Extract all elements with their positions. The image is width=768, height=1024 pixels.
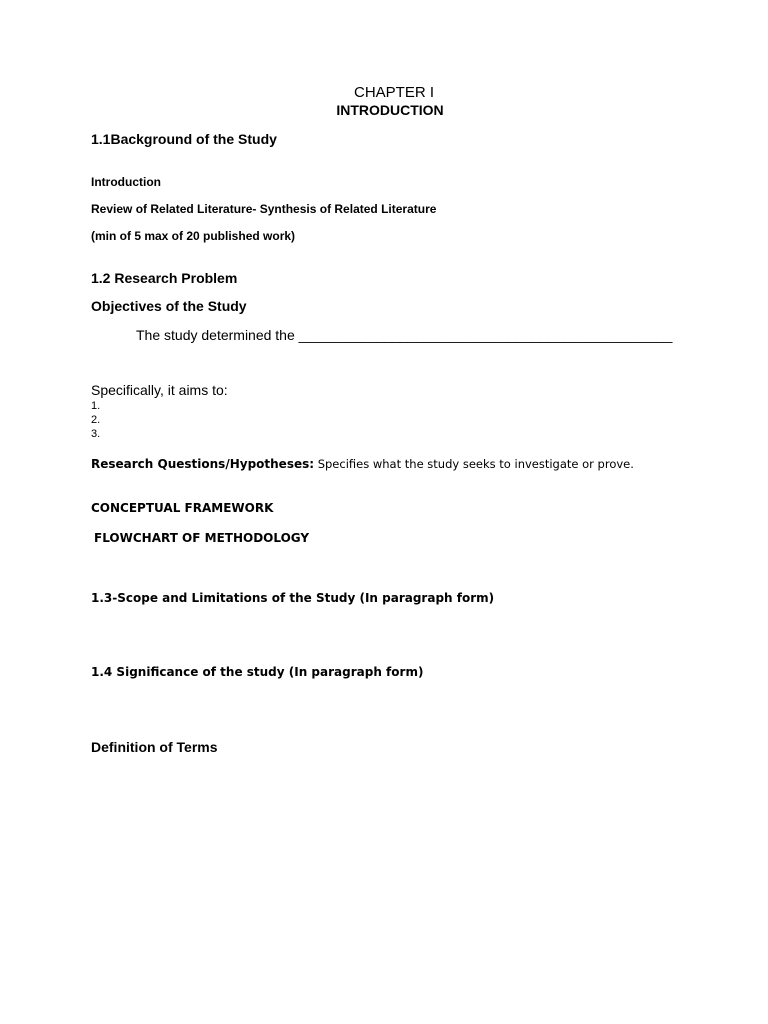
list-item: 3. [91, 428, 101, 440]
objectives-heading: Objectives of the Study [91, 298, 247, 314]
conceptual-framework-heading: CONCEPTUAL FRAMEWORK [91, 501, 274, 515]
specifically-text: Specifically, it aims to: [91, 382, 228, 398]
research-problem-heading: 1.2 Research Problem [91, 270, 238, 286]
rrl-label: Review of Related Literature- Synthesis of Related Literature [91, 202, 437, 216]
background-heading: 1.1Background of the Study [91, 131, 277, 147]
definition-heading: Definition of Terms [91, 739, 218, 755]
list-item: 2. [91, 414, 101, 426]
chapter-title: CHAPTER I [353, 84, 434, 101]
research-questions-line [91, 458, 634, 471]
scope-heading: 1.3-Scope and Limitations of the Study (In paragraph form) [91, 591, 495, 605]
rrl-note: (min of 5 max of 20 published work) [91, 229, 296, 243]
study-determined-line: The study determined the ________________________________________________ [136, 327, 673, 343]
significance-heading: 1.4 Significance of the study (In paragraph form) [91, 665, 424, 679]
flowchart-heading: FLOWCHART OF METHODOLOGY [94, 531, 310, 545]
research-questions-label: Research Questions/Hypotheses: [91, 457, 315, 471]
chapter-subtitle: INTRODUCTION [336, 102, 444, 118]
research-questions-text: Specifies what the study seeks to investigate or prove. [314, 457, 634, 471]
list-item: 1. [91, 400, 101, 412]
introduction-label: Introduction [91, 175, 161, 189]
